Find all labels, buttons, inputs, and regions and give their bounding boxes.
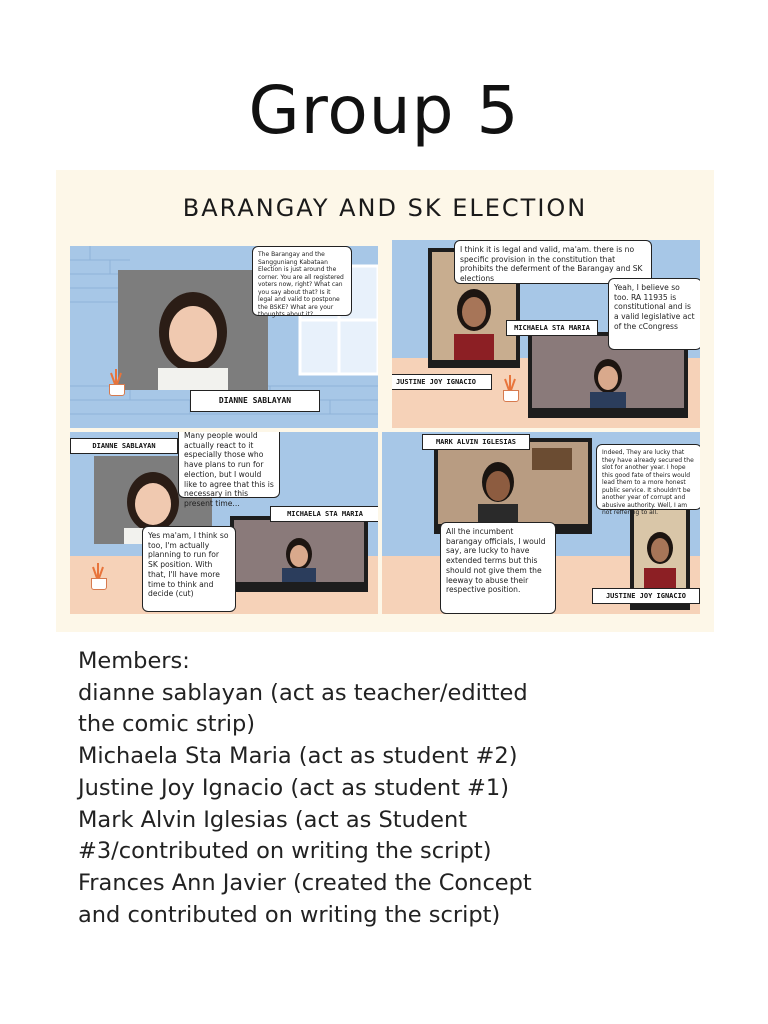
- speech-bubble: Indeed, They are lucky that they have already secured the slot for another year. I hope this good fate of theirs would lead them to a more honest public service. It shouldn't be another year of corrupt and abusive authority. Well, I am not reffering to all.: [596, 444, 700, 510]
- comic-strip: [56, 170, 714, 632]
- name-tag: DIANNE SABLAYAN: [70, 438, 178, 454]
- speech-bubble: The Barangay and the Sangguniang Kabataan Election is just around the corner. You are all registered voters now, right? What can you say about that? Is it legal and valid to postpone the BSKE? What are your thoughts about it?: [252, 246, 352, 316]
- member-line: dianne sablayan (act as teacher/editted: [78, 679, 528, 706]
- member-line: #3/contributed on writing the script): [78, 838, 492, 865]
- speech-bubble: Many people would actually react to it especially those who have plans to run for election, but I would like to agree that this is necessary in this present time...: [178, 432, 280, 498]
- person-silhouette: [118, 270, 268, 390]
- plant-icon: [106, 366, 126, 396]
- speech-bubble: Yes ma'am, I think so too, I'm actually planning to run for SK position. With that, I'll have more time to think and decide (cut): [142, 526, 236, 612]
- member-line: and contributed on writing the script): [78, 901, 501, 928]
- member-line: Justine Joy Ignacio (act as student #1): [78, 774, 510, 801]
- video-call-frame: [434, 438, 592, 534]
- members-heading: Members:: [78, 648, 190, 674]
- name-tag: MARK ALVIN IGLESIAS: [422, 434, 530, 450]
- member-line: Mark Alvin Iglesias (act as Student: [78, 806, 468, 833]
- speech-bubble: All the incumbent barangay officials, I would say, are lucky to have extended terms but this should not give them the leeway to abuse their respective position.: [440, 522, 556, 614]
- name-tag: MICHAELA STA MARIA: [506, 320, 598, 336]
- video-call-frame: [230, 516, 368, 592]
- speech-bubble: Yeah, I believe so too. RA 11935 is constitutional and is a valid legislative act of the cCongress: [608, 278, 700, 350]
- name-tag: MICHAELA STA MARIA: [270, 506, 378, 522]
- teacher-photo: [118, 270, 268, 390]
- comic-panel-1: [70, 246, 378, 428]
- person-silhouette: [438, 442, 588, 524]
- name-tag: JUSTINE JOY IGNACIO: [392, 374, 492, 390]
- person-silhouette: [234, 520, 364, 582]
- plant-icon: [500, 372, 520, 402]
- comic-panel-3: [70, 432, 378, 614]
- name-tag: JUSTINE JOY IGNACIO: [592, 588, 700, 604]
- comic-panel-2: [392, 240, 700, 428]
- member-line: Michaela Sta Maria (act as student #2): [78, 743, 518, 770]
- name-tag: DIANNE SABLAYAN: [190, 390, 320, 412]
- members-section: [78, 646, 718, 931]
- member-line: Frances Ann Javier (created the Concept: [78, 869, 532, 896]
- plant-icon: [88, 560, 108, 590]
- comic-title: BARANGAY AND SK ELECTION: [182, 194, 588, 222]
- speech-bubble: I think it is legal and valid, ma'am. there is no specific provision in the constitution that prohibits the deferment of the Barangay and SK elections: [454, 240, 652, 284]
- page-title: Group 5: [248, 72, 520, 149]
- comic-panel-4: [382, 432, 700, 614]
- member-line: the comic strip): [78, 711, 256, 738]
